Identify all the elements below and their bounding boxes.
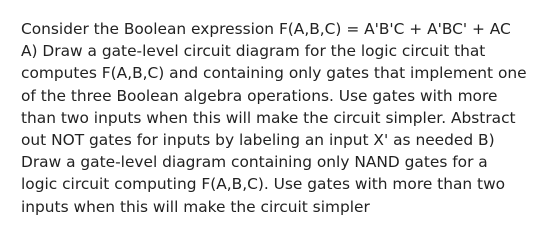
question-line: A) Draw a gate-level circuit diagram for the logic circuit that xyxy=(21,42,486,61)
question-line: Draw a gate-level diagram containing only NAND gates for a xyxy=(21,153,488,172)
question-line: out NOT gates for inputs by labeling an input X' as needed B) xyxy=(21,130,495,149)
question-line: than two inputs when this will make the circuit simpler. Abstract xyxy=(21,108,516,127)
question-line: computes F(A,B,C) and containing only gates that implement one xyxy=(21,64,527,83)
question-line: logic circuit computing F(A,B,C). Use gates with more than two xyxy=(21,175,506,194)
question-line: of the three Boolean algebra operations. Use gates with more xyxy=(21,86,498,105)
question-text xyxy=(21,18,546,218)
question-line: Consider the Boolean expression F(A,B,C) = A'B'C + A'BC' + AC xyxy=(21,20,511,38)
question-line: inputs when this will make the circuit simpler xyxy=(21,197,370,216)
